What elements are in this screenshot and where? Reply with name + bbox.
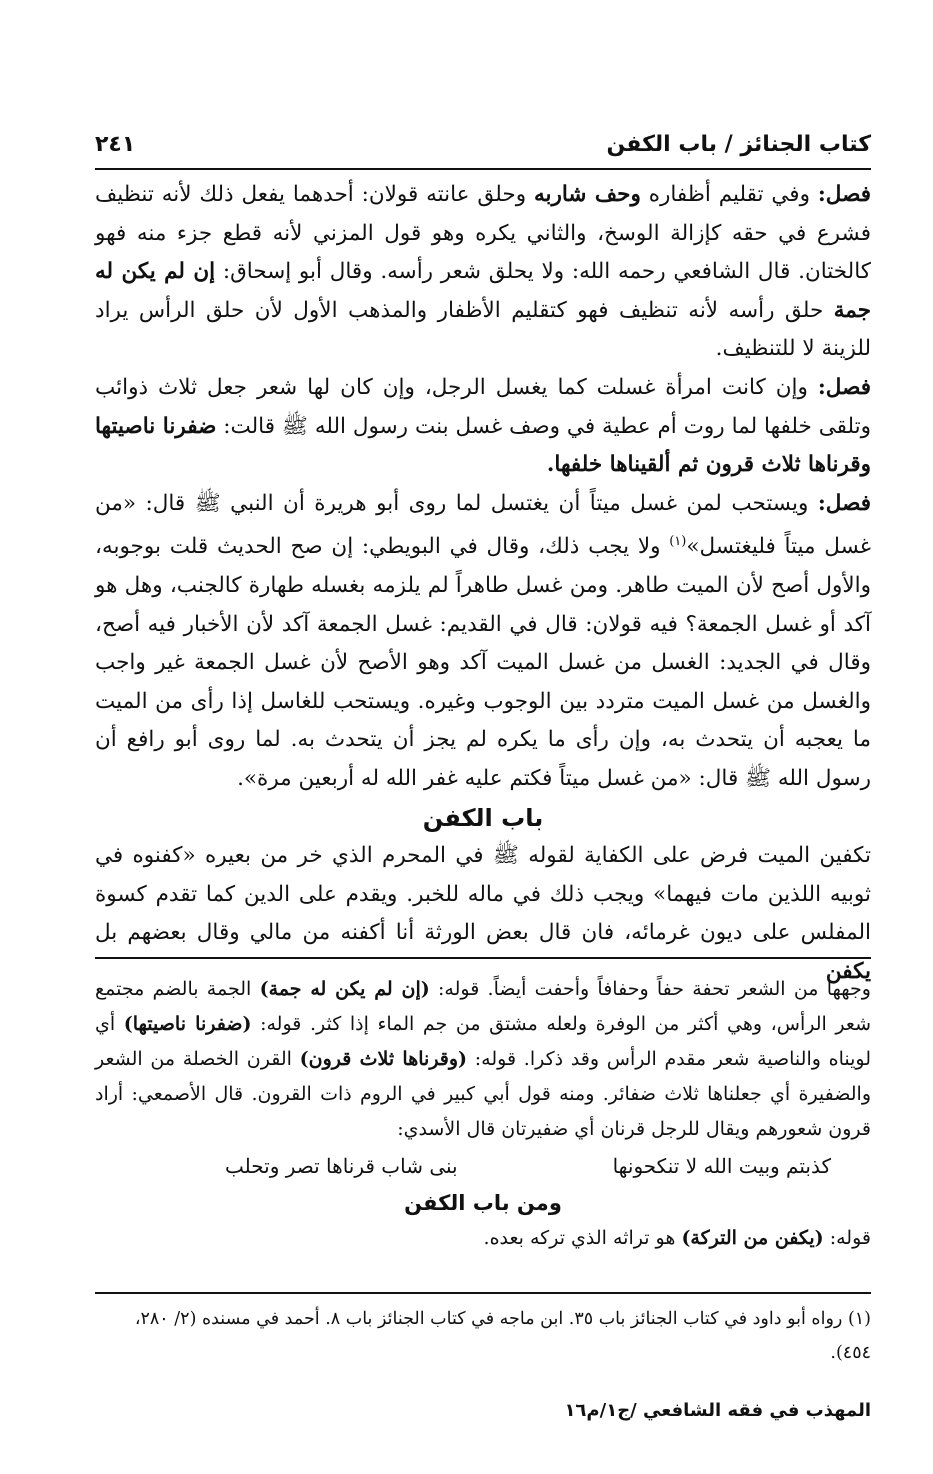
section-label: فصل: bbox=[817, 374, 871, 400]
running-title: كتاب الجنائز / باب الكفن bbox=[606, 132, 871, 157]
footnote-marker: (١) bbox=[847, 1309, 871, 1329]
paragraph-woman-washing: فصل: وإن كانت امرأة غسلت كما يغسل الرجل، وإن كان لها شعر جعل ثلاث ذوائب وتلقى خلفها لما روت أم عطية في وصف غسل بنت رسول الله ﷺ قالت: ضفرنا ناصيتها وقرناها ثلاث قرون ثم ألقيناها خلفها. bbox=[95, 374, 872, 478]
footnote-divider bbox=[95, 1292, 871, 1294]
main-text bbox=[95, 176, 871, 992]
commentary-subheading: ومن باب الكفن bbox=[404, 1191, 562, 1215]
paragraph-ghusl: فصل: ويستحب لمن غسل ميتاً أن يغتسل لما روى أبو هريرة أن النبي ﷺ قال: «من غسل ميتاً فليغتسل»$^{(١)}$ ولا يجب ذلك، وقال في البويطي: إن صح الحديث قلت بوجوبه، والأول أصح لأن الميت طاهر. ومن غسل طاهراً لم يلزمه بغسله طهارة كالجنب، وهل هو آكد أو غسل الجمعة؟ فيه قولان: قال في القديم: غسل الجمعة آكد لأن الأخبار فيه أصح، وقال في الجديد: الغسل من غسل الميت آكد وهو الأصح لأن غسل الجمعة غير واجب والغسل من غسل الميت متردد بين الوجوب وغيره. ويستحب للغاسل إذا رأى من الميت ما يعجبه أن يتحدث به، وإن رأى ما يكره لم يجز أن يتحدث به. لما روى أبو رافع أن رسول الله ﷺ قال: «من غسل ميتاً فكتم عليه غفر الله له أربعين مرة». bbox=[95, 490, 871, 792]
chapter-title: باب الكفن bbox=[422, 803, 544, 832]
footnote-text: رواه أبو داود في كتاب الجنائز باب ٣٥. ابن ماجه في كتاب الجنائز باب ٨. أحمد في مسنده (٢/ ٢٨٠، ٤٥٤). bbox=[134, 1309, 871, 1363]
commentary-paragraph: وجهها من الشعر تحفة حفاً وحفافاً وأحفت أيضاً. قوله: (إن لم يكن له جمة) الجمة بالضم مجتمع شعر الرأس، وهي أكثر من الوفرة ولعله مشتق من جم الماء إذا كثر. قوله: (ضفرنا ناصيتها) أي لويناه والناصية شعر مقدم الرأس وقد ذكرا. قوله: (وقرناها ثلاث قرون) القرن الخصلة من الشعر والضفيرة أي جعلناها ثلاث ضفائر. ومنه قول أبي كبير في الروم ذات القرون. قال الأصمعي: أراد قرون شعورهم ويقال للرجل قرنان أي ضفيرتان قال الأسدي: bbox=[95, 978, 871, 1140]
running-header bbox=[95, 128, 871, 170]
paragraph-shroud: تكفين الميت فرض على الكفاية لقوله ﷺ في المحرم الذي خر من بعيره «كفنوه في ثوبيه اللذين مات فيهما» ويجب ذلك في ماله للخبر. ويقدم على الدين كما تقدم كسوة المفلس على ديون غرمائه، فان قال بعض الورثة أنا أكفنه من مالي وقال بعضهم بل يكفن bbox=[95, 843, 871, 985]
section-label: فصل: bbox=[817, 182, 871, 207]
section-label: فصل: bbox=[817, 490, 871, 516]
verse-second-hemistich: بنى شاب قرناها تصر وتحلب bbox=[225, 1154, 458, 1178]
paragraph-nails: فصل: وفي تقليم أظفاره وحف شاربه وحلق عانته قولان: أحدهما يفعل ذلك لأنه تنظيف فشرع في حقه كإزالة الوسخ، والثاني يكره وهو قول المزني لأنه قطع جزء منه فهو كالختان. قال الشافعي رحمه الله: ولا يحلق شعر رأسه. وقال أبو إسحاق: إن لم يكن له جمة حلق رأسه لأنه تنظيف فهو كتقليم الأظفار والمذهب الأول لأن حلق الرأس يراد للزينة لا للتنظيف. bbox=[95, 182, 871, 362]
commentary bbox=[95, 972, 871, 1256]
commentary-paragraph: قوله: (يكفن من التركة) هو تراثه الذي تركه بعده. bbox=[483, 1227, 871, 1249]
footnote-reference: (١) bbox=[669, 534, 687, 550]
poetry-verse bbox=[95, 1147, 871, 1186]
footnote bbox=[95, 1302, 871, 1370]
notes-divider bbox=[95, 957, 871, 959]
book-signature: المهذب في فقه الشافعي /ج١/م١٦ bbox=[564, 1400, 871, 1421]
page-number: ٢٤١ bbox=[95, 132, 136, 157]
verse-first-hemistich: كذبتم وبيت الله لا تنكحونها bbox=[612, 1154, 831, 1178]
